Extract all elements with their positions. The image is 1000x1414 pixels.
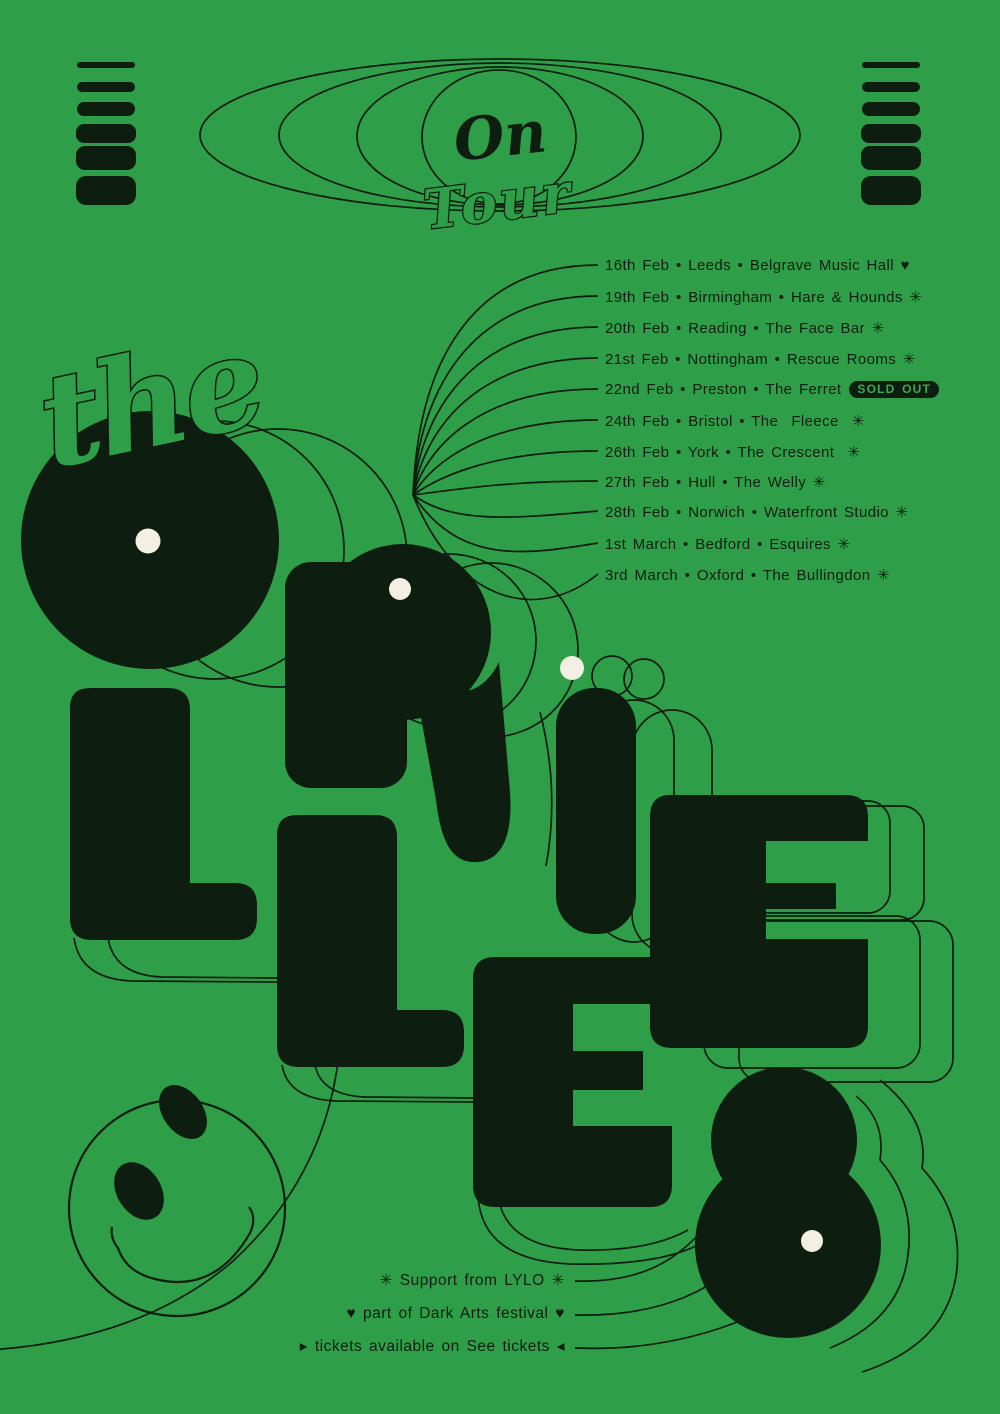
letter-r-dot: [389, 578, 411, 600]
letter-I: [556, 656, 636, 934]
tour-date-text: 19th Feb • Birmingham • Hare & Hounds ✳: [605, 289, 923, 306]
sold-out-badge: SOLD OUT: [849, 381, 939, 398]
top-right-bars-icon: [861, 62, 921, 205]
smiley-smile: [118, 1233, 250, 1282]
echo-arc: [500, 1205, 688, 1250]
footer-support-note: ✳ Support from LYLO ✳: [379, 1272, 565, 1289]
tour-date-row: [605, 288, 922, 305]
tour-date-text: 16th Feb • Leeds • Belgrave Music Hall ♥: [605, 257, 910, 274]
letter-S: [695, 1067, 881, 1338]
letter-E-2: [473, 957, 672, 1207]
tour-date-text: 3rd March • Oxford • The Bullingdon ✳: [605, 567, 891, 584]
bar: [77, 102, 135, 116]
tour-date-text: 22nd Feb • Preston • The Ferret: [605, 381, 842, 398]
fan-line: [413, 451, 598, 495]
fan-line: [413, 265, 598, 495]
letter-s-bottom: [695, 1152, 881, 1338]
letter-i-stem: [556, 688, 636, 934]
footer-festival-note: ♥ part of Dark Arts festival ♥: [346, 1305, 565, 1322]
bar: [862, 82, 920, 92]
fan-line: [413, 481, 598, 495]
tour-date-row: [605, 319, 885, 336]
smiley-face-icon: [69, 1076, 285, 1316]
letter-L-2: [277, 815, 464, 1067]
bar: [76, 176, 136, 205]
letter-L-1: [70, 688, 257, 940]
bar: [77, 62, 135, 68]
fan-line: [413, 296, 598, 495]
logo-tour-text: Tour: [419, 160, 577, 242]
echo-arc: [74, 938, 277, 982]
bar: [861, 124, 921, 143]
top-left-bars-icon: [76, 62, 136, 205]
letter-i-dot: [560, 656, 584, 680]
tour-date-row: [605, 257, 910, 274]
tour-date-text: 26th Feb • York • The Crescent ✳: [605, 444, 861, 461]
tour-date-row: [605, 443, 860, 460]
bar: [76, 124, 136, 143]
tour-date-row: [605, 566, 890, 583]
fan-line: [413, 495, 598, 552]
letter-r-leg: [420, 662, 510, 862]
letter-l-shape: [70, 688, 257, 940]
letter-s-dot: [801, 1230, 823, 1252]
echo-line: [540, 712, 552, 866]
smiley-eye: [104, 1153, 174, 1229]
footer-tickets-note: ▸ tickets available on See tickets ◂: [299, 1338, 565, 1355]
echo-arc: [315, 1065, 476, 1098]
smiley-smile-tick: [112, 1227, 118, 1248]
the-script-text: the: [26, 305, 275, 499]
tour-date-row: [605, 503, 908, 520]
record-center-dot: [136, 529, 161, 554]
fan-line: [413, 327, 598, 495]
fan-line: [413, 495, 598, 517]
tour-date-text: 21st Feb • Nottingham • Rescue Rooms ✳: [605, 351, 916, 368]
letter-R: [285, 544, 510, 862]
footer-connector-line: [575, 1215, 715, 1281]
fan-line: [413, 358, 598, 495]
bar: [862, 102, 920, 116]
tour-date-row: [605, 381, 939, 398]
letter-e-shape: [473, 957, 672, 1207]
bar: [861, 176, 921, 205]
tour-date-row: [605, 473, 826, 490]
tour-date-text: 27th Feb • Hull • The Welly ✳: [605, 474, 826, 491]
bar: [77, 82, 135, 92]
tour-date-text: 28th Feb • Norwich • Waterfront Studio ✳: [605, 504, 909, 521]
echo-arc: [108, 938, 277, 978]
tour-date-row: [605, 350, 916, 367]
bar: [862, 62, 920, 68]
bar: [861, 146, 921, 170]
fan-lines: [413, 265, 598, 600]
tour-date-text: 1st March • Bedford • Esquires ✳: [605, 536, 851, 553]
tour-date-row: [605, 535, 850, 552]
smiley-smile-tick: [249, 1207, 253, 1233]
letter-l-shape: [277, 815, 464, 1067]
logo-on-text: On: [450, 97, 550, 175]
bar: [76, 146, 136, 170]
tour-date-text: 24th Feb • Bristol • The Fleece ✳: [605, 413, 865, 430]
tour-date-row: [605, 412, 865, 429]
tour-date-text: 20th Feb • Reading • The Face Bar ✳: [605, 320, 885, 337]
echo-circle: [624, 659, 664, 699]
orbit-logo: [200, 59, 800, 242]
smiley-eye: [149, 1076, 217, 1148]
